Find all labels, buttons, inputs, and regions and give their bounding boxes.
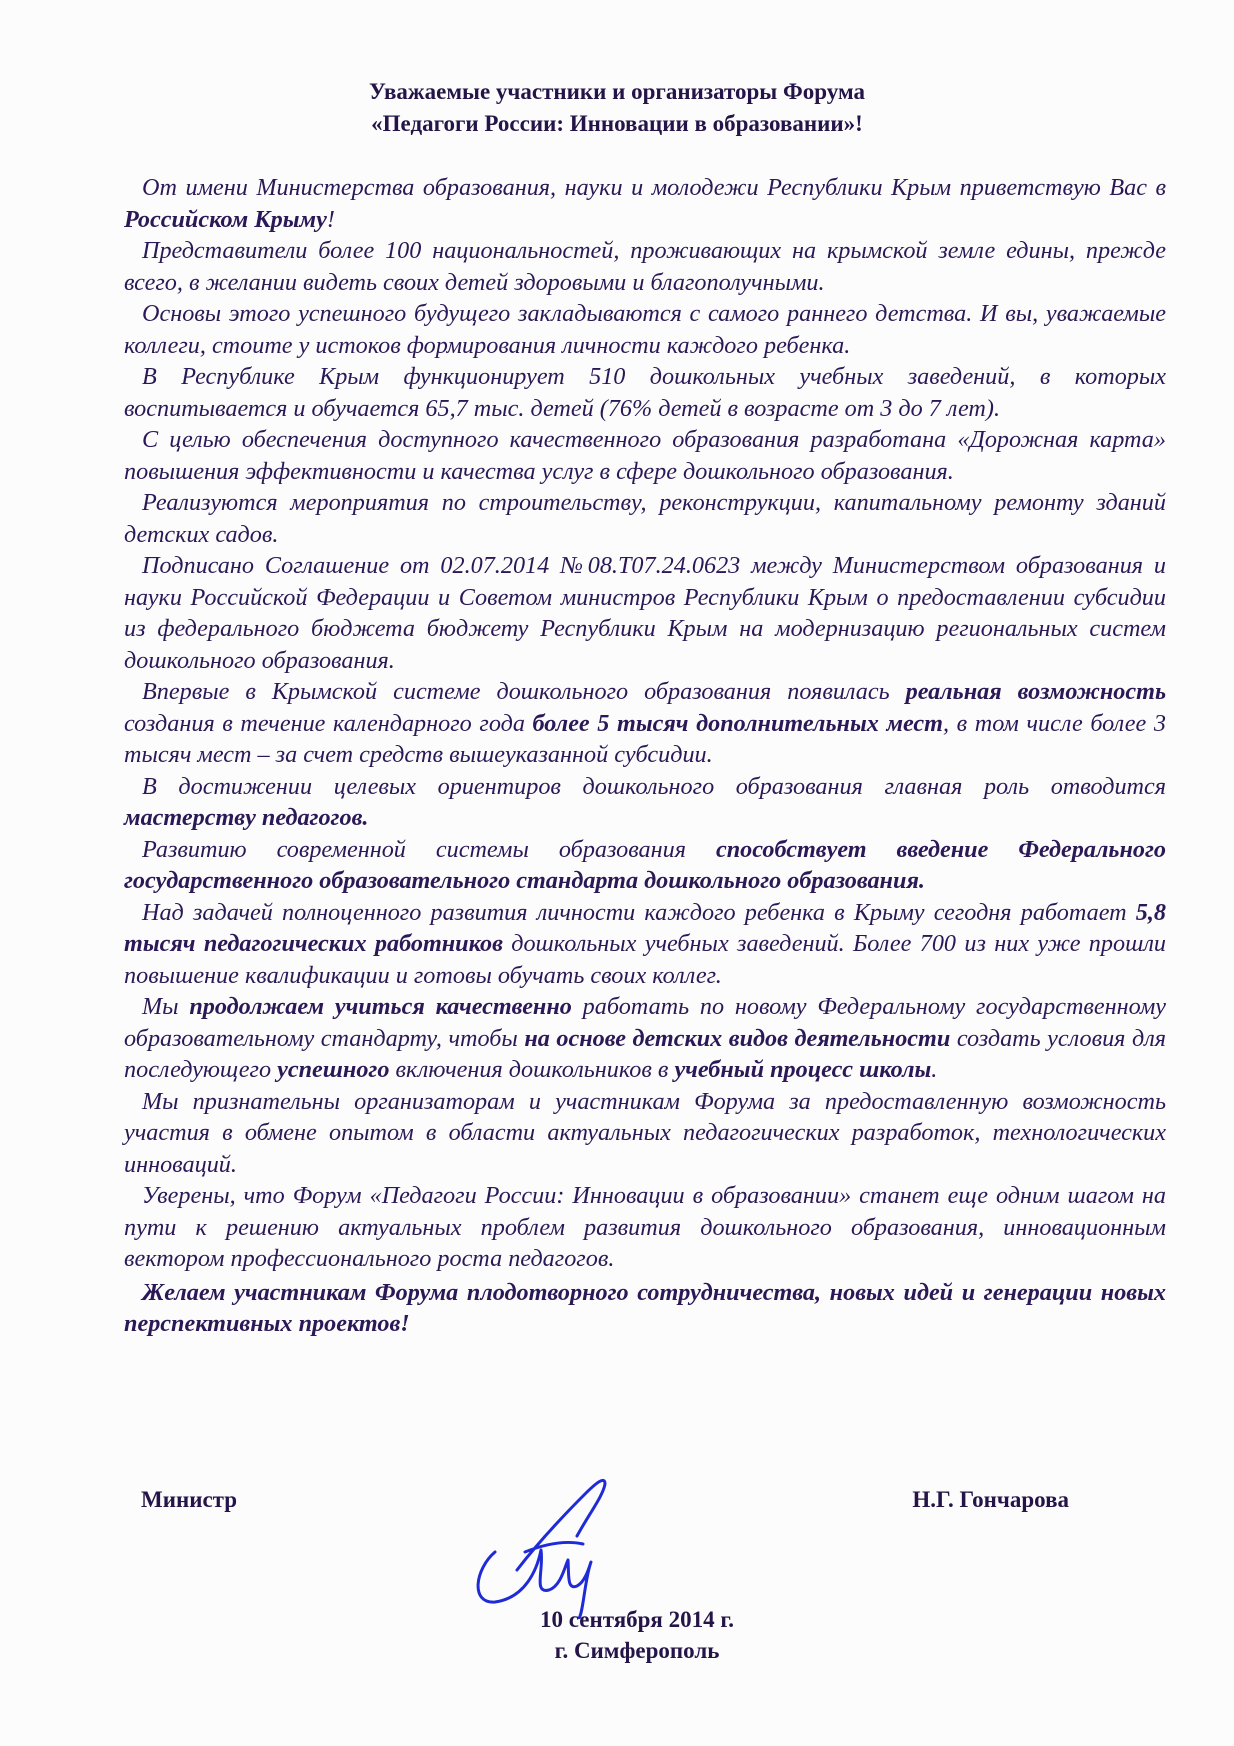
letter-date: 10 сентября 2014 г.: [540, 1607, 734, 1632]
title-line-2: «Педагоги России: Инновации в образовании»!: [371, 111, 863, 136]
paragraph-construction: Реализуются мероприятия по строительству, реконструкции, капитальному ремонту зданий детских садов.: [124, 489, 1166, 548]
signer-position: Министр: [141, 1487, 238, 1512]
title-line-1: Уважаемые участники и организаторы Форума: [369, 79, 865, 104]
paragraph-agreement: Подписано Соглашение от 02.07.2014 №08.Т07.24.0623 между Министерством образования и науки Российской Федерации и Советом министров Республики Крым о предоставлении субсидии из федерального бюджета бюджету Республики Крым на модернизацию региональных систем дошкольного образования.: [124, 552, 1166, 674]
letter-footer: [0, 1604, 1234, 1666]
paragraph-wishes: Желаем участникам Форума плодотворного сотрудничества, новых идей и генерации новых перспективных проектов!: [124, 1278, 1166, 1337]
signer-name: Н.Г. Гончарова: [912, 1487, 1069, 1512]
paragraph-greeting: От имени Министерства образования, науки и молодежи Республики Крым приветствую Вас в Российском Крыму!: [124, 174, 1166, 233]
handwritten-signature: [465, 1474, 640, 1619]
paragraph-foundations: Основы этого успешного будущего закладываются с самого раннего детства. И вы, уважаемые коллеги, стоите у истоков формирования личности каждого ребенка.: [124, 300, 1166, 359]
paragraph-roadmap: С целью обеспечения доступного качественного образования разработана «Дорожная карта» повышения эффективности и качества услуг в сфере дошкольного образования.: [124, 426, 1166, 485]
paragraph-confidence: Уверены, что Форум «Педагоги России: Инновации в образовании» станет еще одним шагом на пути к решению актуальных проблем развития дошкольного образования, инновационным вектором профессионального роста педагогов.: [124, 1182, 1166, 1272]
paragraph-statistics: В Республике Крым функционирует 510 дошкольных учебных заведений, в которых воспитывается и обучается 65,7 тыс. детей (76% детей в возрасте от 3 до 7 лет).: [124, 363, 1166, 422]
paragraph-continue-learning: Мы продолжаем учиться качественно работать по новому Федеральному государственному образовательному стандарту, чтобы на основе детских видов деятельности создать условия для последующего успешного включения дошкольников в учебный процесс школы.: [124, 993, 1167, 1083]
emphasis-russian-crimea: Российском Крыму: [124, 205, 327, 233]
paragraph-teacher-skill: В достижении целевых ориентиров дошкольного образования главная роль отводится мастерству педагогов.: [124, 772, 1166, 831]
letter-title: [0, 76, 1234, 140]
paragraph-gratitude: Мы признательны организаторам и участникам Форума за предоставленную возможность участия в обмене опытом в области актуальных педагогических разработок, технологических инноваций.: [124, 1087, 1166, 1178]
paragraph-standard: Развитию современной системы образования способствует введение Федерального государственного образовательного стандарта дошкольного образования.: [124, 835, 1166, 894]
paragraph-teachers-count: Над задачей полноценного развития личности каждого ребенка в Крыму сегодня работает 5,8 тысяч педагогических работников дошкольных учебных заведений. Более 700 из них уже прошли повышение квалификации и готовы обучать своих коллег.: [124, 898, 1166, 989]
letter-city: г. Симферополь: [554, 1638, 720, 1663]
paragraph-new-places: Впервые в Крымской системе дошкольного образования появилась реальная возможность создания в течение календарного года более 5 тысяч дополнительных мест, в том числе более 3 тысяч мест – за счет средств вышеуказанной субсидии.: [124, 678, 1166, 768]
letter-body: [124, 172, 1166, 1340]
signature-stroke: [478, 1480, 605, 1618]
paragraph-nationalities: Представители более 100 национальностей, проживающих на крымской земле едины, прежде всего, в желании видеть своих детей здоровыми и благополучными.: [124, 237, 1166, 296]
